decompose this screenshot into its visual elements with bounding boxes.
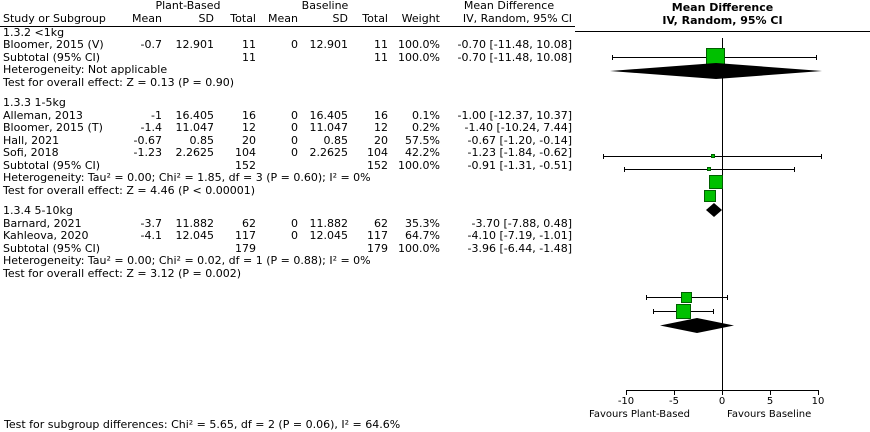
ci-cap-right [713,309,714,314]
weight: 0.1% [412,108,440,122]
sd-plant: 2.2625 [175,146,214,159]
col-md-ci: IV, Random, 95% CI [462,11,572,25]
subtotal-total-baseline: 179 [367,241,388,255]
subtotal-weight: 100.0% [398,50,440,64]
overall-effect-text: Test for overall effect: Z = 4.46 (P < 0.00001) [3,183,255,197]
sd-baseline: 16.405 [309,108,348,122]
subtotal-total-plant: 11 [242,50,256,64]
table-row [0,230,575,243]
plot-title-line2: IV, Random, 95% CI [662,13,783,27]
plot-header-rule [575,31,870,32]
mean-plant: -0.7 [140,38,162,51]
sd-plant: 0.85 [189,133,214,147]
weight: 0.2% [412,121,440,134]
weight: 100.0% [398,38,440,51]
sd-plant: 12.045 [175,229,214,242]
row-spacer [0,89,575,97]
subgroup-differences-text: Test for subgroup differences: Chi² = 5.65, df = 2 (P = 0.06), I² = 64.6% [4,418,401,431]
effect-box [676,304,691,319]
sd-baseline: 11.882 [309,216,348,230]
subgroup-title-row [0,205,575,218]
mean-plant: -1.4 [140,121,162,134]
table-column-header-row [0,13,575,26]
study-label: Kahleova, 2020 [3,229,89,242]
subtotal-total-plant: 179 [235,241,256,255]
table-row [0,122,575,135]
subgroup-title: 1.3.2 <1kg [3,25,65,39]
subtotal-total-baseline: 152 [367,158,388,172]
overall-effect-text: Test for overall effect: Z = 3.12 (P = 0.002) [3,266,241,280]
heterogeneity-row [0,255,575,268]
col-total-baseline: Total [362,11,388,25]
group-header-md: Mean Difference [463,0,555,12]
row-spacer [0,197,575,205]
mean-difference-ci: -3.70 [-7.88, 0.48] [471,216,572,230]
subtotal-md-ci: -3.96 [-6.44, -1.48] [467,241,572,255]
weight: 42.2% [405,146,440,159]
mean-difference-ci: -4.10 [-7.19, -1.01] [467,229,572,242]
mean-plant: -3.7 [140,216,162,230]
sd-plant: 11.882 [175,216,214,230]
mean-baseline: 0 [291,229,298,242]
x-axis-tick [674,390,675,395]
total-baseline: 16 [374,108,388,122]
group-header-plant: Plant-Based [155,0,221,12]
ci-cap-right [727,295,728,300]
col-weight: Weight [401,11,440,25]
total-plant: 104 [235,146,256,159]
forest-plot-panel [575,0,870,432]
study-label: Alleman, 2013 [3,108,83,122]
ci-cap-right [821,154,822,159]
sd-baseline: 12.901 [309,38,348,51]
subgroup-title: 1.3.3 1-5kg [3,96,66,109]
total-baseline: 117 [367,229,388,242]
plot-title-line1: Mean Difference [671,1,774,14]
weight: 64.7% [405,229,440,242]
mean-baseline: 0 [291,133,298,147]
ci-cap-left [603,154,604,159]
empty [301,52,351,65]
table-group-header-row [0,0,575,13]
mean-baseline: 0 [291,146,298,159]
mean-baseline: 0 [291,38,298,51]
empty [165,52,217,65]
sd-baseline: 2.2625 [309,146,348,159]
subtotal-weight: 100.0% [398,158,440,172]
axis-label-left: Favours Plant-Based [589,409,690,420]
zero-reference-line [722,38,723,390]
study-label: Bloomer, 2015 (V) [3,38,104,51]
mean-difference-ci: -1.40 [-10.24, 7.44] [464,121,572,134]
x-axis-tick-label: -10 [617,396,635,407]
overall-effect-row [0,185,575,198]
empty [259,52,301,65]
overall-effect-row [0,77,575,90]
effect-box [709,175,723,189]
spacer-cell-2 [391,0,443,13]
effect-box [711,154,715,158]
col-total-plant: Total [230,11,256,25]
subtotal-total-plant: 152 [235,158,256,172]
total-baseline: 11 [374,38,388,51]
subgroup-title-row [0,97,575,110]
subtotal-diamond [660,318,734,333]
mean-baseline: 0 [291,121,298,134]
mean-baseline: 0 [291,108,298,122]
total-baseline: 62 [374,216,388,230]
subtotal-weight: 100.0% [398,241,440,255]
subtotal-total-baseline: 11 [374,50,388,64]
forest-table [0,0,575,280]
subgroup-title: 1.3.4 5-10kg [3,204,73,217]
total-plant: 11 [242,38,256,51]
total-baseline: 12 [374,121,388,134]
effect-box [707,167,711,171]
subtotal-label: Subtotal (95% CI) [3,158,101,172]
col-sd-baseline: SD [332,11,348,25]
total-plant: 62 [242,216,256,230]
weight: 35.3% [405,216,440,230]
mean-difference-ci: -1.00 [-12.37, 10.37] [457,108,572,122]
x-axis-tick-label: -5 [669,396,679,407]
x-axis-tick [770,390,771,395]
total-baseline: 20 [374,133,388,147]
x-axis-tick [722,390,723,395]
col-mean-plant: Mean [132,11,162,25]
axis-label-right: Favours Baseline [727,409,812,420]
study-label: Hall, 2021 [3,133,60,147]
sd-baseline: 12.045 [309,229,348,242]
mean-plant: -1 [151,108,162,122]
weight: 57.5% [405,133,440,147]
x-axis-tick-label: 0 [718,396,726,407]
mean-baseline: 0 [291,216,298,230]
ci-cap-left [653,309,654,314]
col-mean-baseline: Mean [268,11,298,25]
col-study: Study or Subgroup [3,11,106,25]
subtotal-md-ci: -0.70 [-11.48, 10.08] [457,50,572,64]
plot-title [575,2,870,27]
heterogeneity-text: Heterogeneity: Not applicable [3,63,168,76]
total-plant: 20 [242,133,256,147]
sd-plant: 16.405 [175,108,214,122]
heterogeneity-row [0,64,575,77]
table-row [0,147,575,160]
subtotal-md-ci: -0.91 [-1.31, -0.51] [467,158,572,172]
study-label: Sofi, 2018 [3,146,59,159]
sd-baseline: 11.047 [309,121,348,134]
total-baseline: 104 [367,146,388,159]
x-axis-tick [626,390,627,395]
total-plant: 12 [242,121,256,134]
ci-cap-left [624,167,625,172]
mean-plant: -1.23 [133,146,162,159]
overall-effect-text: Test for overall effect: Z = 0.13 (P = 0.90) [3,75,234,89]
ci-cap-left [612,55,613,60]
heterogeneity-row [0,172,575,185]
subtotal-diamond [706,203,722,217]
total-plant: 16 [242,108,256,122]
subtotal-label: Subtotal (95% CI) [3,50,101,64]
subtotal-diamond [610,63,822,79]
ci-cap-right [816,55,817,60]
mean-difference-ci: -0.67 [-1.20, -0.14] [467,133,572,147]
sd-plant: 12.901 [175,38,214,51]
heterogeneity-text: Heterogeneity: Tau² = 0.00; Chi² = 0.02, df = 1 (P = 0.88); I² = 0% [3,254,371,267]
ci-cap-right [794,167,795,172]
x-axis-tick [818,390,819,395]
overall-effect-row [0,268,575,281]
spacer-cell [0,0,117,13]
mean-difference-ci: -1.23 [-1.84, -0.62] [467,146,572,159]
heterogeneity-text: Heterogeneity: Tau² = 0.00; Chi² = 1.85, df = 3 (P = 0.60); I² = 0% [3,171,371,184]
sd-plant: 11.047 [175,121,214,134]
mean-plant: -0.67 [133,133,162,147]
effect-box [681,292,692,303]
sd-baseline: 0.85 [323,133,348,147]
col-sd-plant: SD [198,11,214,25]
mean-plant: -4.1 [140,229,162,242]
study-label: Barnard, 2021 [3,216,82,230]
x-axis-tick-label: 10 [811,396,825,407]
total-plant: 117 [235,229,256,242]
group-header-baseline: Baseline [301,0,349,12]
effect-box [704,190,716,202]
study-label: Bloomer, 2015 (T) [3,121,103,134]
subtotal-label: Subtotal (95% CI) [3,241,101,255]
x-axis-tick-label: 5 [766,396,774,407]
table-row [0,39,575,52]
mean-difference-ci: -0.70 [-11.48, 10.08] [457,38,572,51]
ci-cap-left [646,295,647,300]
